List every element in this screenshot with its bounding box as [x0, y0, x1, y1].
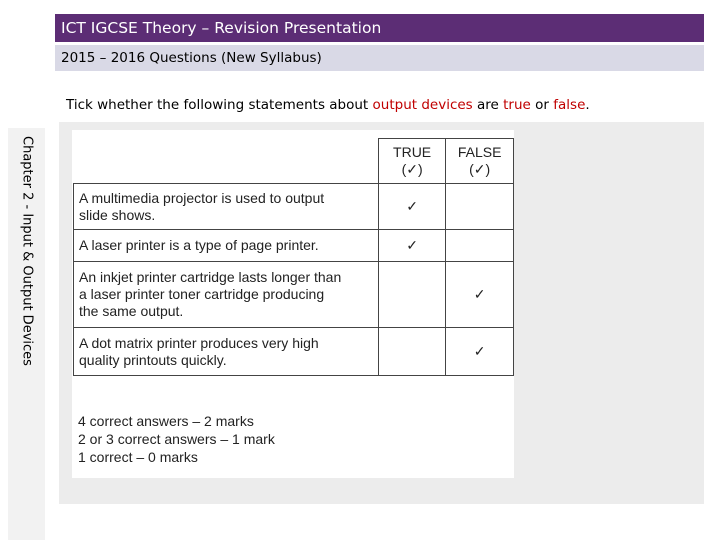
table-row — [74, 230, 514, 262]
table-row — [74, 328, 514, 376]
table-row — [74, 262, 514, 328]
true-mark-cell — [378, 262, 446, 328]
presentation-title: ICT IGCSE Theory – Revision Presentation — [55, 14, 704, 42]
slide-subtitle: 2015 – 2016 Questions (New Syllabus) — [55, 45, 704, 71]
instruction-text-1: Tick whether the following statements about — [66, 97, 373, 113]
mark-scheme-line: 2 or 3 correct answers – 1 mark — [78, 431, 275, 447]
false-mark-cell: ✓ — [446, 262, 514, 328]
true-mark-cell: ✓ — [378, 230, 446, 262]
highlight-true: true — [503, 97, 531, 113]
header-false — [446, 139, 514, 184]
highlight-false: false — [553, 97, 586, 113]
header-true-tick: (✓) — [401, 161, 423, 177]
instruction-text-4: . — [585, 97, 590, 113]
statement-line: a laser printer toner cartridge producing — [79, 286, 325, 302]
highlight-output-devices: output devices — [372, 97, 473, 113]
question-instruction — [66, 97, 590, 113]
instruction-text-2: are — [472, 97, 504, 113]
header-true — [378, 139, 446, 184]
header-false-label: FALSE — [457, 144, 502, 160]
mark-scheme-line: 4 correct answers – 2 marks — [78, 413, 254, 429]
false-mark-cell — [446, 230, 514, 262]
mark-scheme-line: 1 correct – 0 marks — [78, 449, 198, 465]
left-sidebar-strip — [8, 128, 45, 540]
header-blank-cell — [74, 139, 379, 184]
statement-line: A multimedia projector is used to output — [79, 189, 325, 206]
statement-line: A laser printer is a type of page printer. — [79, 237, 319, 253]
true-mark-cell — [378, 328, 446, 376]
false-mark-cell: ✓ — [446, 328, 514, 376]
mark-scheme — [78, 412, 275, 466]
question-image — [72, 130, 514, 478]
true-false-table — [73, 138, 514, 376]
header-true-label: TRUE — [393, 144, 432, 160]
table-row — [74, 184, 514, 230]
statement-cell — [74, 328, 379, 376]
statement-cell — [74, 262, 379, 328]
statement-line: A dot matrix printer produces very high — [79, 334, 319, 351]
statement-cell — [74, 230, 379, 262]
header-false-tick: (✓) — [469, 161, 491, 177]
false-mark-cell — [446, 184, 514, 230]
statement-line: the same output. — [79, 303, 184, 319]
instruction-text-3: or — [530, 97, 554, 113]
statement-line: An inkjet printer cartridge lasts longer than — [79, 269, 342, 285]
statement-cell — [74, 184, 379, 230]
table-header-row — [74, 139, 514, 184]
statement-line: quality printouts quickly. — [79, 351, 227, 368]
statement-line: slide shows. — [79, 206, 156, 223]
true-mark-cell: ✓ — [378, 184, 446, 230]
chapter-label: Chapter 2 - Input & Output Devices — [19, 136, 34, 366]
